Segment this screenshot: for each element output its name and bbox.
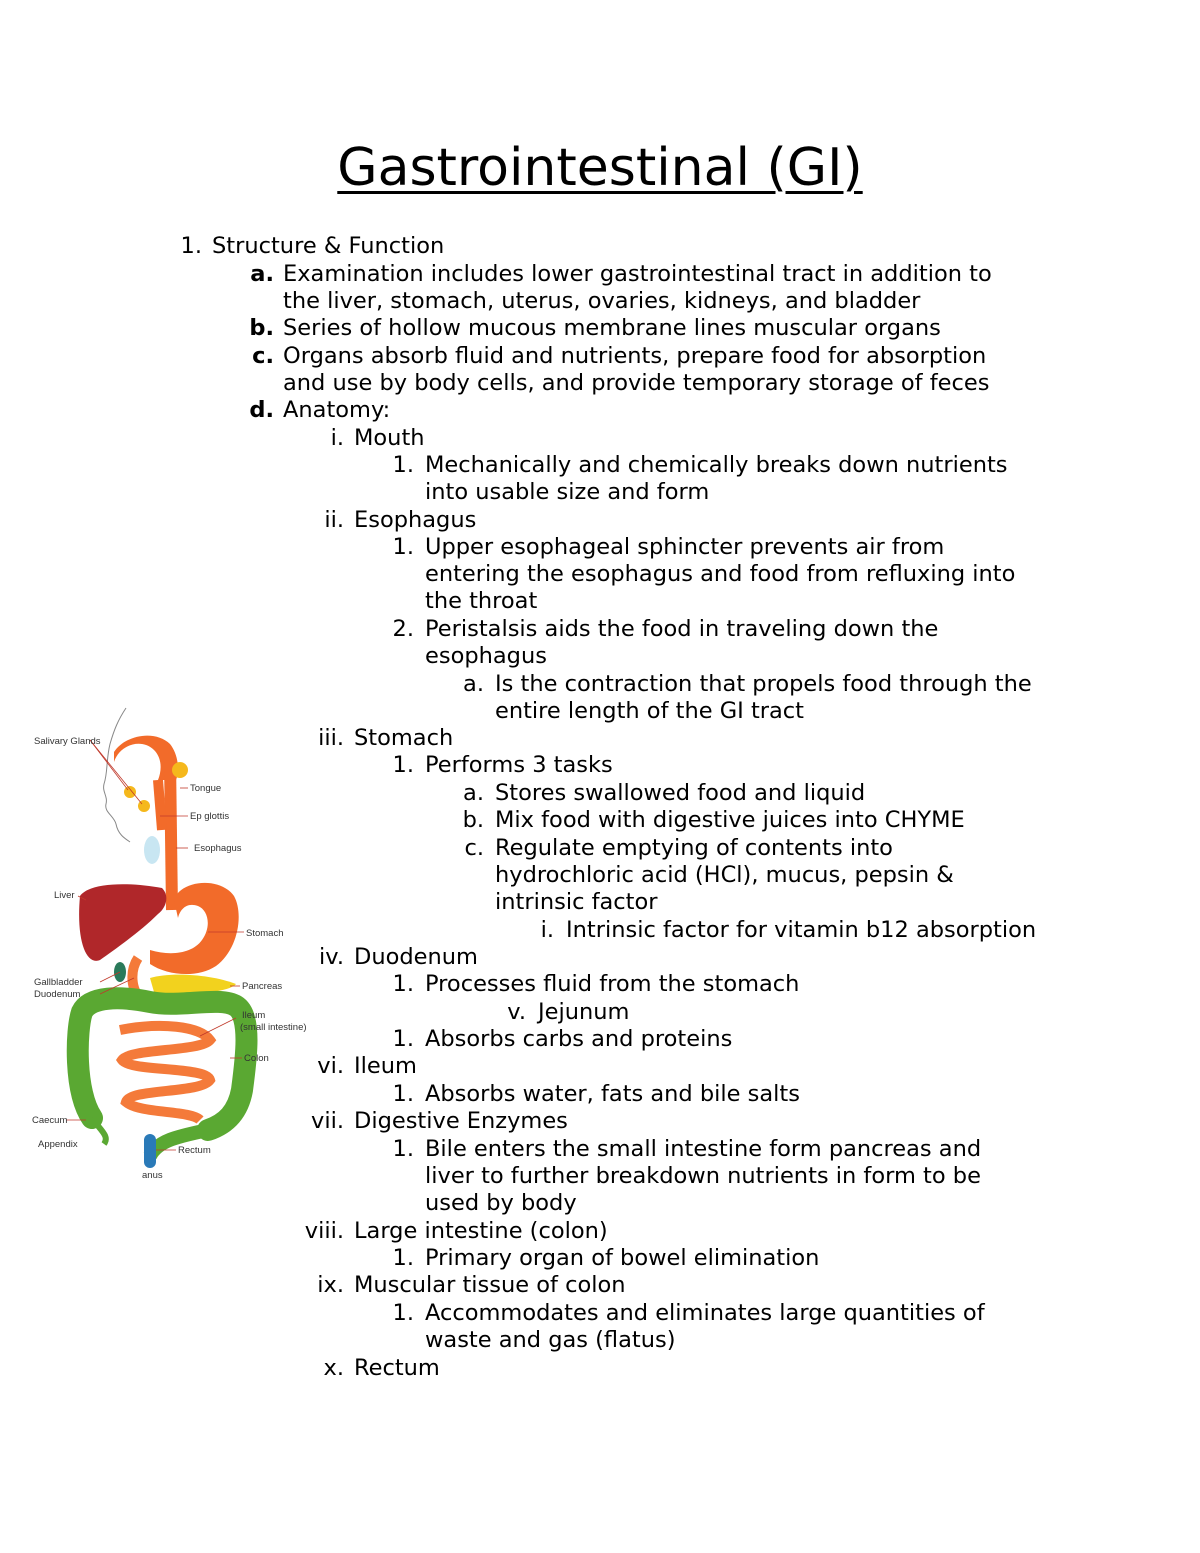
anatomy-heading: Mouth [354,425,425,451]
list-item-line: Mix food with digestive juices into CHYME [495,807,965,833]
list-item-line: Is the contraction that propels food through the [495,671,1032,697]
list-marker: a. [250,261,274,287]
list-item-line: Peristalsis aids the food in traveling down the [425,616,939,642]
list-marker: vi. [317,1053,344,1079]
list-item-line: used by body [425,1190,577,1216]
list-item-line: the throat [425,588,538,614]
label-tongue: Tongue [190,783,222,794]
liver-shape [79,884,166,961]
label-ileum: Ileum [242,1010,266,1021]
list-item-line: waste and gas (flatus) [425,1327,676,1353]
label-anus: anus [142,1170,163,1181]
anatomy-heading: Muscular tissue of colon [354,1272,626,1298]
list-marker: i. [330,425,344,451]
anatomy-heading: Duodenum [354,944,478,970]
list-item-line: Primary organ of bowel elimination [425,1245,820,1271]
anatomy-heading: Stomach [354,725,454,751]
list-item-line: esophagus [425,643,547,669]
list-item-line: into usable size and form [425,479,710,505]
list-item-line: intrinsic factor [495,889,658,915]
anatomy-heading: Digestive Enzymes [354,1108,568,1134]
salivary-gland-shape [172,762,188,778]
list-marker: 1. [392,1081,414,1107]
list-item-line: Accommodates and eliminates large quantities of [425,1300,985,1326]
label-liver: Liver [54,890,75,901]
label-esophagus: Esophagus [194,843,242,854]
list-marker: 2. [392,616,414,642]
anatomy-heading: Ileum [354,1053,417,1079]
list-marker: v. [507,999,526,1025]
list-marker: ii. [324,507,344,533]
anatomy-heading: Jejunum [538,999,630,1025]
list-item-line: Processes fluid from the stomach [425,971,800,997]
list-marker: iv. [319,944,344,970]
label-appendix: Appendix [38,1139,78,1150]
list-marker: iii. [318,725,344,751]
section-heading: Structure & Function [212,233,445,259]
list-item-line: the liver, stomach, uterus, ovaries, kidneys, and bladder [283,288,921,314]
small-intestine-shape [120,1026,210,1120]
label-pancreas: Pancreas [242,981,283,992]
list-marker: vii. [311,1108,344,1134]
list-item-line: entire length of the GI tract [495,698,804,724]
list-item-line: and use by body cells, and provide temporary storage of feces [283,370,990,396]
list-item-line: Bile enters the small intestine form pancreas and [425,1136,982,1162]
label-epiglottis: Ep glottis [190,811,230,822]
list-marker: c. [252,343,274,369]
label-duodenum: Duodenum [34,989,81,1000]
label-stomach: Stomach [246,928,284,939]
list-marker: x. [323,1355,344,1381]
list-marker: b. [462,807,484,833]
salivary-gland-shape [124,786,136,798]
pharynx-shape [158,780,162,830]
list-item-line: liver to further breakdown nutrients in form to be [425,1163,981,1189]
list-marker: b. [249,315,274,341]
list-item-line: Intrinsic factor for vitamin b12 absorption [566,917,1037,943]
list-item-line: Anatomy: [283,397,391,423]
list-item-line: Stores swallowed food and liquid [495,780,866,806]
list-marker: viii. [304,1218,344,1244]
list-marker: c. [464,835,484,861]
list-marker: a. [463,671,484,697]
list-marker: a. [463,780,484,806]
list-marker: i. [540,917,554,943]
page-title: Gastrointestinal (GI) [337,138,863,198]
list-marker: 1. [392,534,414,560]
list-item-line: Series of hollow mucous membrane lines muscular organs [283,315,941,341]
list-item-line: Absorbs carbs and proteins [425,1026,733,1052]
list-marker: 1. [392,1026,414,1052]
list-marker: d. [249,397,274,423]
list-marker: 1. [392,1136,414,1162]
list-item-line: Regulate emptying of contents into [495,835,893,861]
label-salivary-glands: Salivary Glands [34,736,101,747]
list-item-line: Mechanically and chemically breaks down nutrients [425,452,1008,478]
list-marker: 1. [180,233,202,259]
esophagus-shape [170,760,172,910]
list-item-line: Performs 3 tasks [425,752,613,778]
label-caecum: Caecum [32,1115,68,1126]
label-colon: Colon [244,1053,269,1064]
list-marker: 1. [392,1245,414,1271]
list-marker: 1. [392,1300,414,1326]
list-item-line: Upper esophageal sphincter prevents air from [425,534,945,560]
list-item-line: hydrochloric acid (HCl), mucus, pepsin & [495,862,954,888]
label-rectum: Rectum [178,1145,211,1156]
list-item-line: Absorbs water, fats and bile salts [425,1081,800,1107]
label-ileum-sub: (small intestine) [240,1022,307,1033]
label-gallbladder: Gallbladder [34,977,83,988]
list-item-line: Organs absorb fluid and nutrients, prepare food for absorption [283,343,987,369]
trachea-shape [144,836,160,864]
list-item-line: Examination includes lower gastrointestinal tract in addition to [283,261,992,287]
list-marker: ix. [317,1272,344,1298]
list-marker: 1. [392,752,414,778]
anatomy-heading: Esophagus [354,507,477,533]
anatomy-heading: Rectum [354,1355,440,1381]
pancreas-shape [150,975,236,994]
list-marker: 1. [392,452,414,478]
digestive-system-diagram [30,700,320,1190]
list-item-line: entering the esophagus and food from refluxing into [425,561,1016,587]
list-marker: 1. [392,971,414,997]
anatomy-heading: Large intestine (colon) [354,1218,608,1244]
